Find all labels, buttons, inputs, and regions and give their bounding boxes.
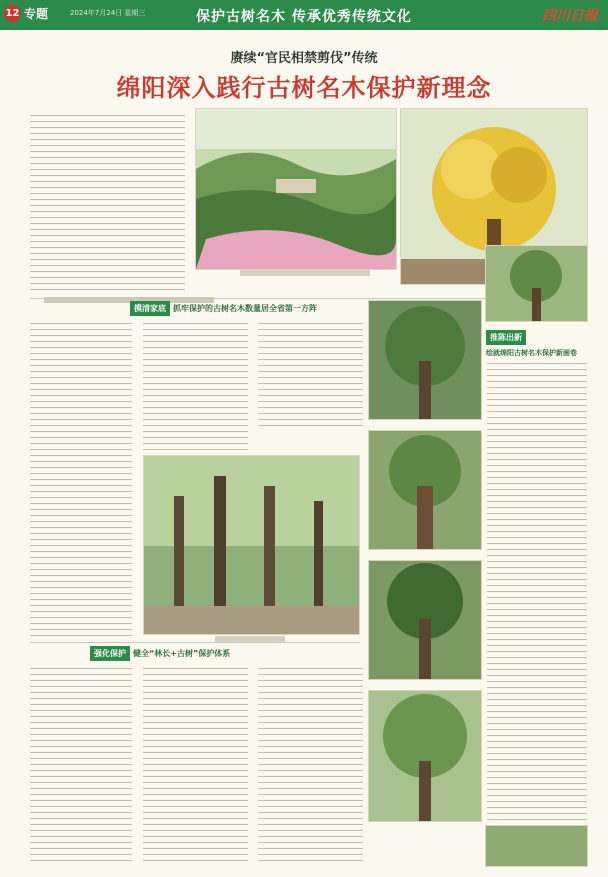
section-label: 专题 [24, 7, 49, 21]
photo-tree-2 [368, 430, 482, 550]
section-title: 抓牢保护的古树名木数量居全省第一方阵 [173, 304, 317, 313]
photo-tree-5 [485, 245, 588, 322]
top-banner [0, 0, 608, 30]
body-text-bottom-2 [143, 665, 248, 865]
caption-forest [240, 270, 370, 276]
section-tag: 摸清家底 [130, 301, 170, 316]
body-text-bottom-3 [258, 665, 363, 865]
section-title: 健全“林长+古树”保护体系 [133, 649, 231, 658]
body-text-col3 [258, 320, 363, 430]
divider [30, 642, 360, 643]
photo-cypress-forest [195, 108, 397, 270]
page-title: 保护古树名木 传承优秀传统文化 [196, 9, 412, 25]
photo-tree-1 [368, 300, 482, 420]
photo-tree-3 [368, 560, 482, 680]
section-tag: 强化保护 [90, 646, 130, 661]
section-tag: 推陈出新 [486, 330, 526, 345]
photo-ancient-cypress-grove [143, 455, 360, 635]
section-heading-2 [90, 646, 230, 661]
photo-tree-6 [485, 825, 588, 867]
section-heading-3 [486, 330, 577, 358]
body-text-col2 [143, 320, 248, 450]
body-text-bottom-1 [30, 665, 132, 865]
body-text-col1 [30, 320, 132, 638]
article-title: 绵阳深入践行古树名木保护新理念 [116, 74, 492, 102]
photo-tree-4 [368, 690, 482, 822]
masthead-logo: 四川日报 [542, 8, 598, 24]
dateline: 2024年7月24日 星期三 [70, 9, 146, 17]
article-subtitle: 赓续“官民相禁剪伐”传统 [230, 51, 378, 66]
section-title: 绘就绵阳古树名木保护新画卷 [486, 349, 577, 357]
body-text-right [487, 360, 587, 820]
intro-text [30, 112, 185, 290]
page-number: 12 [4, 5, 21, 22]
section-heading-1 [130, 301, 317, 316]
